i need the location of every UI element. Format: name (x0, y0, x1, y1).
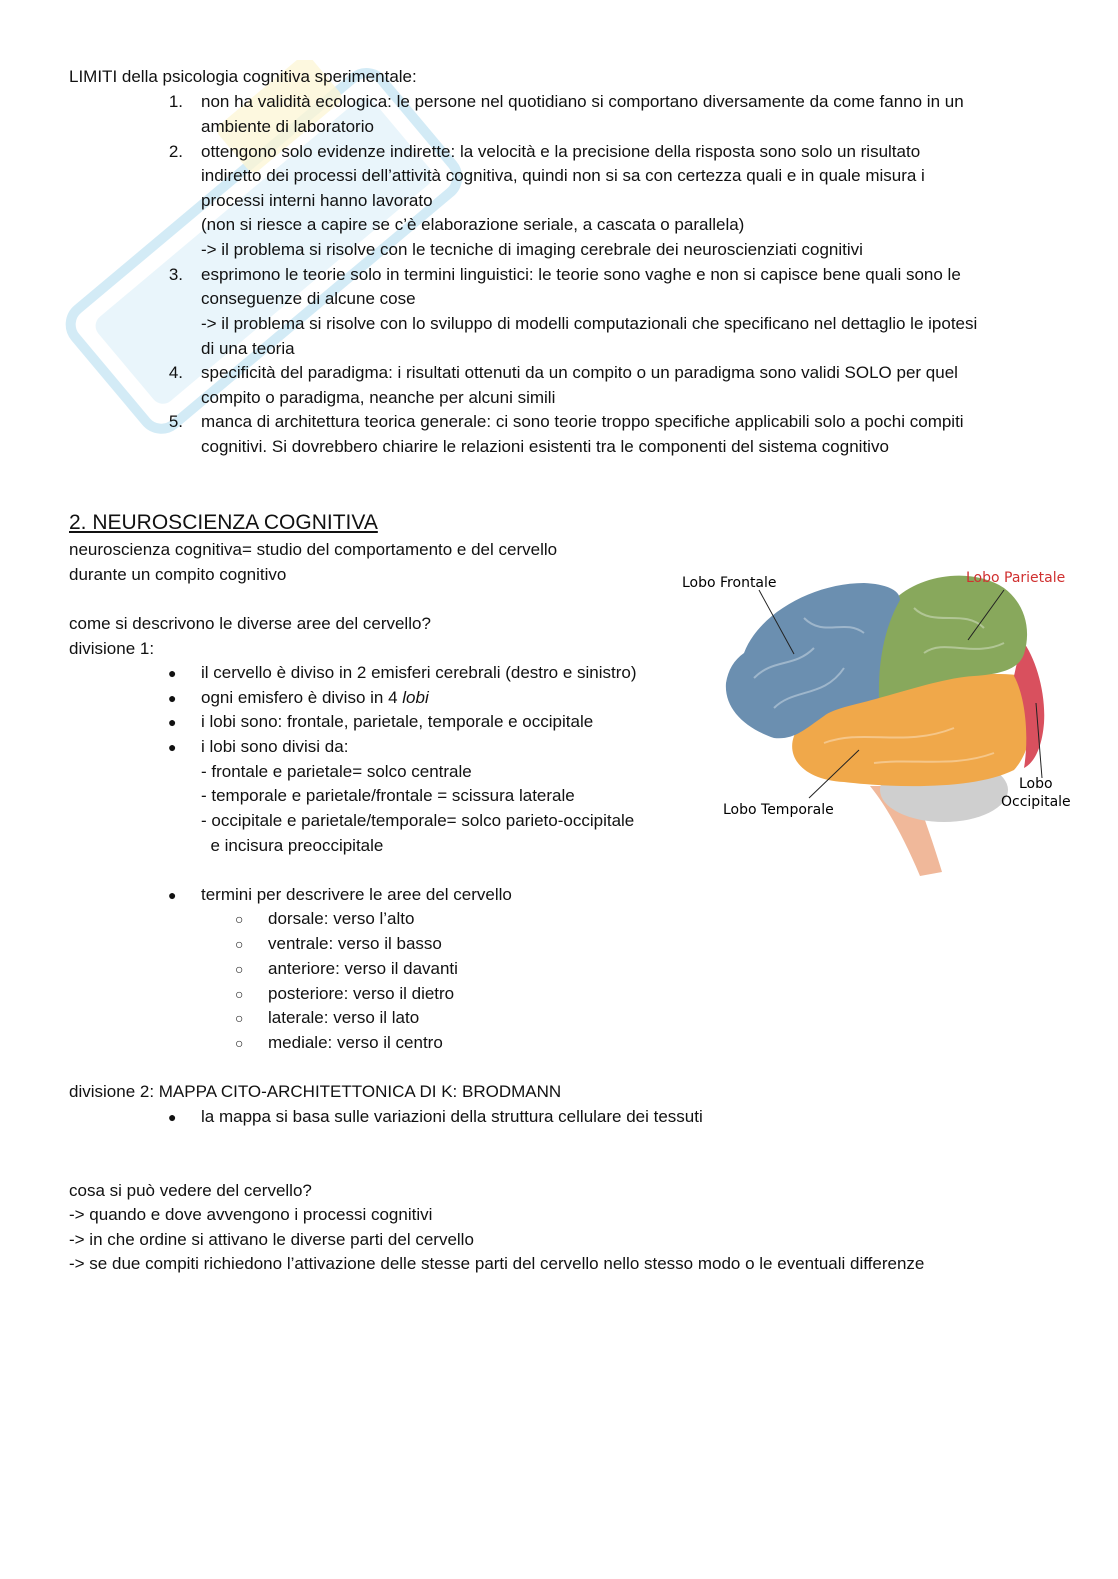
definition-text: durante un compito cognitivo (69, 565, 287, 584)
bullet-icon: ● (168, 887, 177, 903)
label-parietal: Lobo Parietale (966, 570, 1066, 586)
list-number: 2. (168, 142, 183, 161)
list-item-text: cognitivi. Si dovrebbero chiarire le relazioni esistenti tra le componenti del sistema cognitivo (201, 437, 889, 456)
list-item-text: -> il problema si risolve con lo sviluppo di modelli computazionali che specificano nel dettaglio le ipotesi (201, 314, 978, 333)
circle-bullet-icon: ○ (235, 936, 244, 952)
list-item-text: ottengono solo evidenze indirette: la velocità e la precisione della risposta sono solo un risultato (201, 142, 921, 161)
limiti-title: LIMITI della psicologia cognitiva sperimentale: (69, 67, 417, 86)
question-text: come si descrivono le diverse aree del cervello? (69, 614, 431, 633)
list-item-text: di una teoria (201, 339, 295, 358)
list-item: laterale: verso il lato (268, 1008, 420, 1027)
circle-bullet-icon: ○ (235, 911, 244, 927)
list-number: 1. (168, 92, 183, 111)
list-item-text: termini per descrivere le aree del cervello (201, 885, 512, 904)
sub-line: - occipitale e parietale/temporale= solco parieto-occipitale (201, 811, 635, 830)
list-item-text: conseguenze di alcune cose (201, 289, 416, 308)
list-item: dorsale: verso l’alto (268, 909, 415, 928)
list-item-text: i lobi sono divisi da: (201, 737, 349, 756)
label-occipital-1: Lobo (1019, 776, 1053, 792)
definition-text: neuroscienza cognitiva= studio del comportamento e del cervello (69, 540, 558, 559)
circle-bullet-icon: ○ (235, 961, 244, 977)
list-item-text: (non si riesce a capire se c’è elaborazione seriale, a cascata o parallela) (201, 215, 745, 234)
brain-lobes-figure (674, 558, 1084, 888)
sub-line: e incisura preoccipitale (201, 836, 384, 855)
label-frontal: Lobo Frontale (682, 575, 777, 591)
bullet-icon: ● (168, 714, 177, 730)
list-item-text: specificità del paradigma: i risultati ottenuti da un compito o un paradigma sono validi SOLO per quel (201, 363, 958, 382)
answer-line: -> se due compiti richiedono l’attivazione delle stesse parti del cervello nello stesso modo o le eventuali differenze (69, 1254, 925, 1273)
sub-line: - temporale e parietale/frontale = scissura laterale (201, 786, 575, 805)
list-item-text: i lobi sono: frontale, parietale, temporale e occipitale (201, 712, 594, 731)
section-heading: 2. NEUROSCIENZA COGNITIVA (69, 511, 378, 534)
list-item-text: compito o paradigma, neanche per alcuni simili (201, 388, 556, 407)
bullet-icon: ● (168, 1109, 177, 1125)
list-item-text: indiretto dei processi dell’attività cognitiva, quindi non si sa con certezza quali e in quale misura i (201, 166, 925, 185)
list-item-text: processi interni hanno lavorato (201, 191, 433, 210)
list-item-text: ogni emisfero è diviso in 4 lobi (201, 688, 429, 707)
question-text: cosa si può vedere del cervello? (69, 1181, 312, 1200)
answer-line: -> in che ordine si attivano le diverse parti del cervello (69, 1230, 474, 1249)
list-number: 3. (168, 265, 183, 284)
list-number: 4. (168, 363, 183, 382)
list-item-text: non ha validità ecologica: le persone nel quotidiano si comportano diversamente da come fanno in un (201, 92, 964, 111)
circle-bullet-icon: ○ (235, 986, 244, 1002)
list-item-text: il cervello è diviso in 2 emisferi cerebrali (destro e sinistro) (201, 663, 637, 682)
sub-line: - frontale e parietale= solco centrale (201, 762, 472, 781)
list-item: ventrale: verso il basso (268, 934, 442, 953)
circle-bullet-icon: ○ (235, 1035, 244, 1051)
list-item: mediale: verso il centro (268, 1033, 443, 1052)
list-item-text: esprimono le teorie solo in termini linguistici: le teorie sono vaghe e non si capisce bene quali sono le (201, 265, 961, 284)
circle-bullet-icon: ○ (235, 1010, 244, 1026)
list-item-text: -> il problema si risolve con le tecniche di imaging cerebrale dei neuroscienziati cognitivi (201, 240, 863, 259)
label-temporal: Lobo Temporale (723, 802, 834, 818)
division-label: divisione 2: MAPPA CITO-ARCHITETTONICA DI K: BRODMANN (69, 1082, 562, 1101)
list-item-text: la mappa si basa sulle variazioni della struttura cellulare dei tessuti (201, 1107, 703, 1126)
list-item: posteriore: verso il dietro (268, 984, 455, 1003)
list-item-text: ambiente di laboratorio (201, 117, 374, 136)
list-item: anteriore: verso il davanti (268, 959, 458, 978)
bullet-icon: ● (168, 665, 177, 681)
label-occipital-2: Occipitale (1001, 794, 1071, 810)
list-item-text: manca di architettura teorica generale: ci sono teorie troppo specifiche applicabili solo a pochi compiti (201, 412, 964, 431)
list-number: 5. (168, 412, 183, 431)
bullet-icon: ● (168, 690, 177, 706)
division-label: divisione 1: (69, 639, 155, 658)
answer-line: -> quando e dove avvengono i processi cognitivi (69, 1205, 433, 1224)
bullet-icon: ● (168, 739, 177, 755)
